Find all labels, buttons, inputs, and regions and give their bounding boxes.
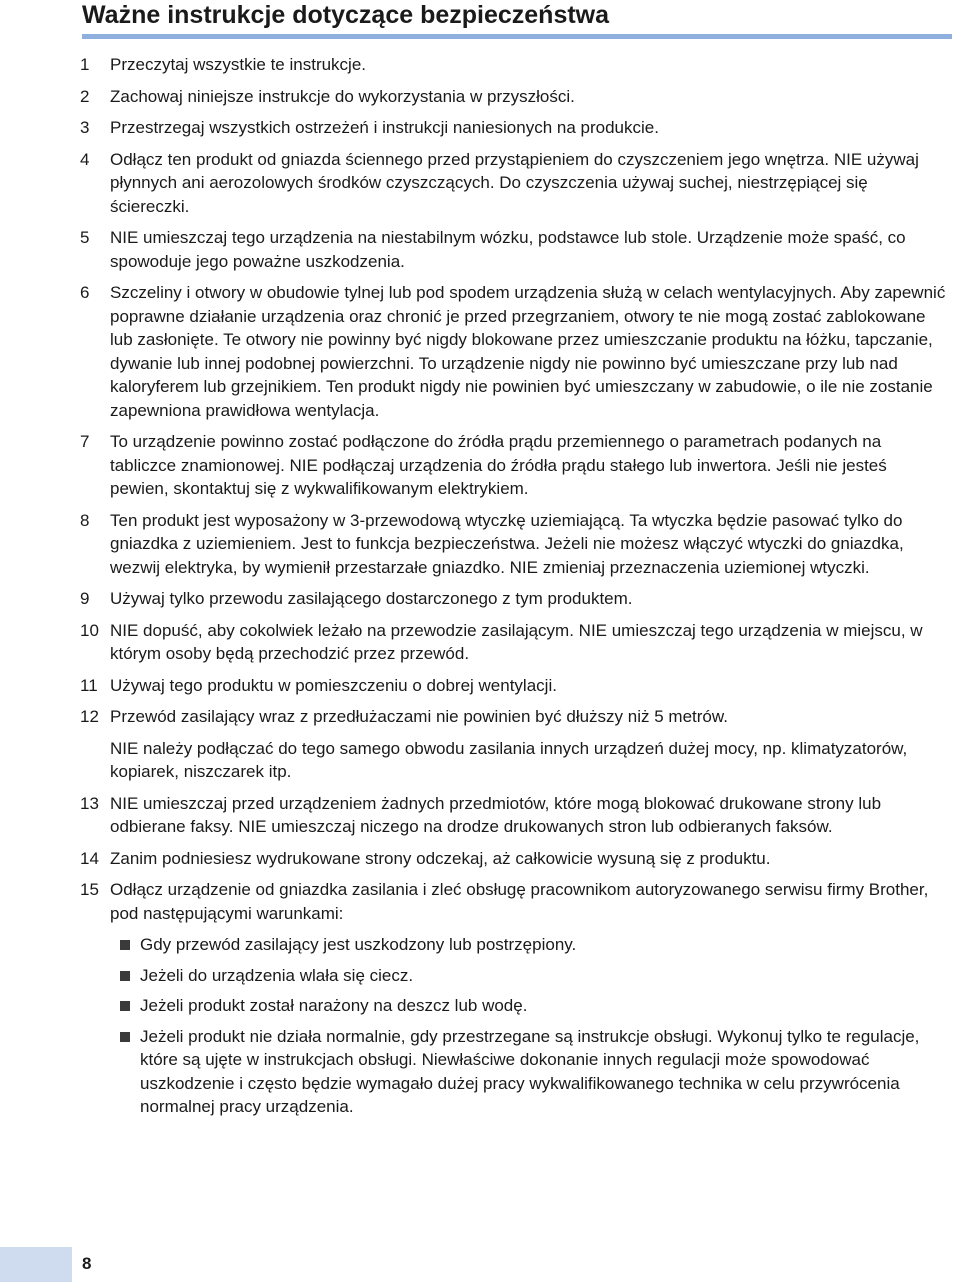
item-number: 9 (80, 589, 90, 608)
bullet-item (110, 933, 950, 957)
item-number: 11 (80, 675, 98, 695)
item-number: 3 (80, 118, 90, 137)
item-text: Przewód zasilający wraz z przedłużaczami nie powinien być dłuższy niż 5 metrów. (110, 707, 728, 726)
list-item (80, 226, 950, 273)
item-number: 13 (80, 793, 99, 813)
title-underline (82, 34, 952, 39)
item-text: Przestrzegaj wszystkich ostrzeżeń i instrukcji naniesionych na produkcie. (110, 118, 659, 137)
item-number: 14 (80, 848, 99, 868)
item-text: NIE dopuść, aby cokolwiek leżało na przewodzie zasilającym. NIE umieszczaj tego urządzenia w miejscu, w którym osoby będą przechodzić przez przewód. (110, 620, 923, 663)
list-item (80, 792, 950, 839)
item-text: Ten produkt jest wyposażony w 3-przewodową wtyczkę uziemiającą. Ta wtyczka będzie pasować tylko do gniazdka z uziemieniem. Jest to funkcja bezpieczeństwa. Jeżeli nie możesz włączyć wtyczki do gniazdka, wezwij elektryka, by wymienił przestarzałe gniazdko. NIE zmieniaj przeznaczenia uziemionej wtyczki. (110, 510, 904, 577)
list-item (80, 85, 950, 109)
list-item (80, 430, 950, 501)
item-number: 4 (80, 149, 90, 169)
page-number: 8 (82, 1254, 92, 1273)
square-bullet-icon (120, 971, 130, 981)
list-item (80, 847, 950, 871)
item-number: 12 (80, 707, 99, 726)
item-number: 1 (80, 55, 90, 74)
page-number-tab (0, 1247, 72, 1282)
safety-instructions-list (80, 53, 950, 1127)
condition-bullet-list (110, 933, 950, 1119)
square-bullet-icon (120, 1001, 130, 1011)
item-text: Odłącz urządzenie od gniazdka zasilania i zleć obsługę pracownikom autoryzowanego serwisu firmy Brother, pod następującymi warunkami: (110, 880, 929, 923)
item-number: 2 (80, 86, 90, 106)
list-item (80, 281, 950, 422)
list-item (80, 878, 950, 1119)
list-item (80, 148, 950, 219)
bullet-item (110, 994, 950, 1018)
item-extra-text: NIE należy podłączać do tego samego obwodu zasilania innych urządzeń dużej mocy, np. klimatyzatorów, kopiarek, niszczarek itp. (110, 738, 908, 781)
item-text: Odłącz ten produkt od gniazda ściennego przed przystąpieniem do czyszczeniem jego wnętrza. NIE używaj płynnych ani aerozolowych środków czyszczących. Do czyszczenia używaj suchej, niestrzępiącej się ściereczki. (110, 149, 919, 216)
list-item (80, 53, 950, 77)
item-number: 7 (80, 432, 90, 451)
bullet-item (110, 1025, 950, 1119)
item-number: 15 (80, 880, 99, 899)
item-number: 5 (80, 228, 90, 247)
list-item (80, 587, 950, 611)
item-text: Używaj tylko przewodu zasilającego dostarczonego z tym produktem. (110, 589, 633, 608)
bullet-item (110, 964, 950, 988)
list-item (80, 116, 950, 140)
list-item (80, 619, 950, 666)
item-text: Zachowaj niniejsze instrukcje do wykorzystania w przyszłości. (110, 86, 575, 106)
item-number: 6 (80, 283, 90, 302)
list-item (80, 509, 950, 580)
list-item (80, 674, 950, 698)
item-text: Używaj tego produktu w pomieszczeniu o dobrej wentylacji. (110, 675, 557, 695)
item-text: Przeczytaj wszystkie te instrukcje. (110, 55, 367, 74)
bullet-text: Jeżeli produkt nie działa normalnie, gdy przestrzegane są instrukcje obsługi. Wykonuj tylko te regulacje, które są ujęte w instrukcjach obsługi. Niewłaściwe dokonanie innych regulacji może spowodować uszkodzenie i często będzie wymagało dużej pracy wykwalifikowanego technika w celu przywrócenia normalnej pracy urządzenia. (140, 1026, 920, 1116)
item-text: To urządzenie powinno zostać podłączone do źródła prądu przemiennego o parametrach podanych na tabliczce znamionowej. NIE podłączaj urządzenia do źródła prądu stałego lub inwertora. Jeśli nie jesteś pewien, skontaktuj się z wykwalifikowanym elektrykiem. (110, 432, 887, 498)
square-bullet-icon (120, 940, 130, 950)
bullet-text: Jeżeli produkt został narażony na deszcz lub wodę. (140, 996, 528, 1015)
item-text: NIE umieszczaj tego urządzenia na niestabilnym wózku, podstawce lub stole. Urządzenie może spaść, co spowoduje jego poważne uszkodzenia. (110, 228, 906, 271)
item-text: NIE umieszczaj przed urządzeniem żadnych przedmiotów, które mogą blokować drukowane strony lub odbierane faksy. NIE umieszczaj niczego na drodze drukowanych stron lub odbieranych faksów. (110, 793, 882, 836)
bullet-text: Gdy przewód zasilający jest uszkodzony lub postrzępiony. (140, 935, 577, 954)
page-title: Ważne instrukcje dotyczące bezpieczeństwa (82, 1, 610, 29)
item-number: 10 (80, 620, 99, 640)
item-text: Szczeliny i otwory w obudowie tylnej lub pod spodem urządzenia służą w celach wentylacyjnych. Aby zapewnić poprawne działanie urządzenia oraz chronić je przed przegrzaniem, otwory te nie mogą zostać zablokowane lub zasłonięte. Te otwory nie powinny być nigdy blokowane przez umieszczanie produktu na łóżku, tapczanie, dywanie lub innej podobnej powierzchni. To urządzenie nigdy nie powinno być umieszczane przy lub nad kaloryferem lub grzejnikiem. Ten produkt nigdy nie powinien być umieszczany w zabudowie, o ile nie zostanie zapewniona prawidłowa wentylacja. (110, 283, 946, 420)
item-text: Zanim podniesiesz wydrukowane strony odczekaj, aż całkowicie wysuną się z produktu. (110, 848, 771, 868)
item-number: 8 (80, 510, 90, 530)
list-item (80, 705, 950, 784)
square-bullet-icon (120, 1032, 130, 1042)
bullet-text: Jeżeli do urządzenia wlała się ciecz. (140, 965, 414, 985)
